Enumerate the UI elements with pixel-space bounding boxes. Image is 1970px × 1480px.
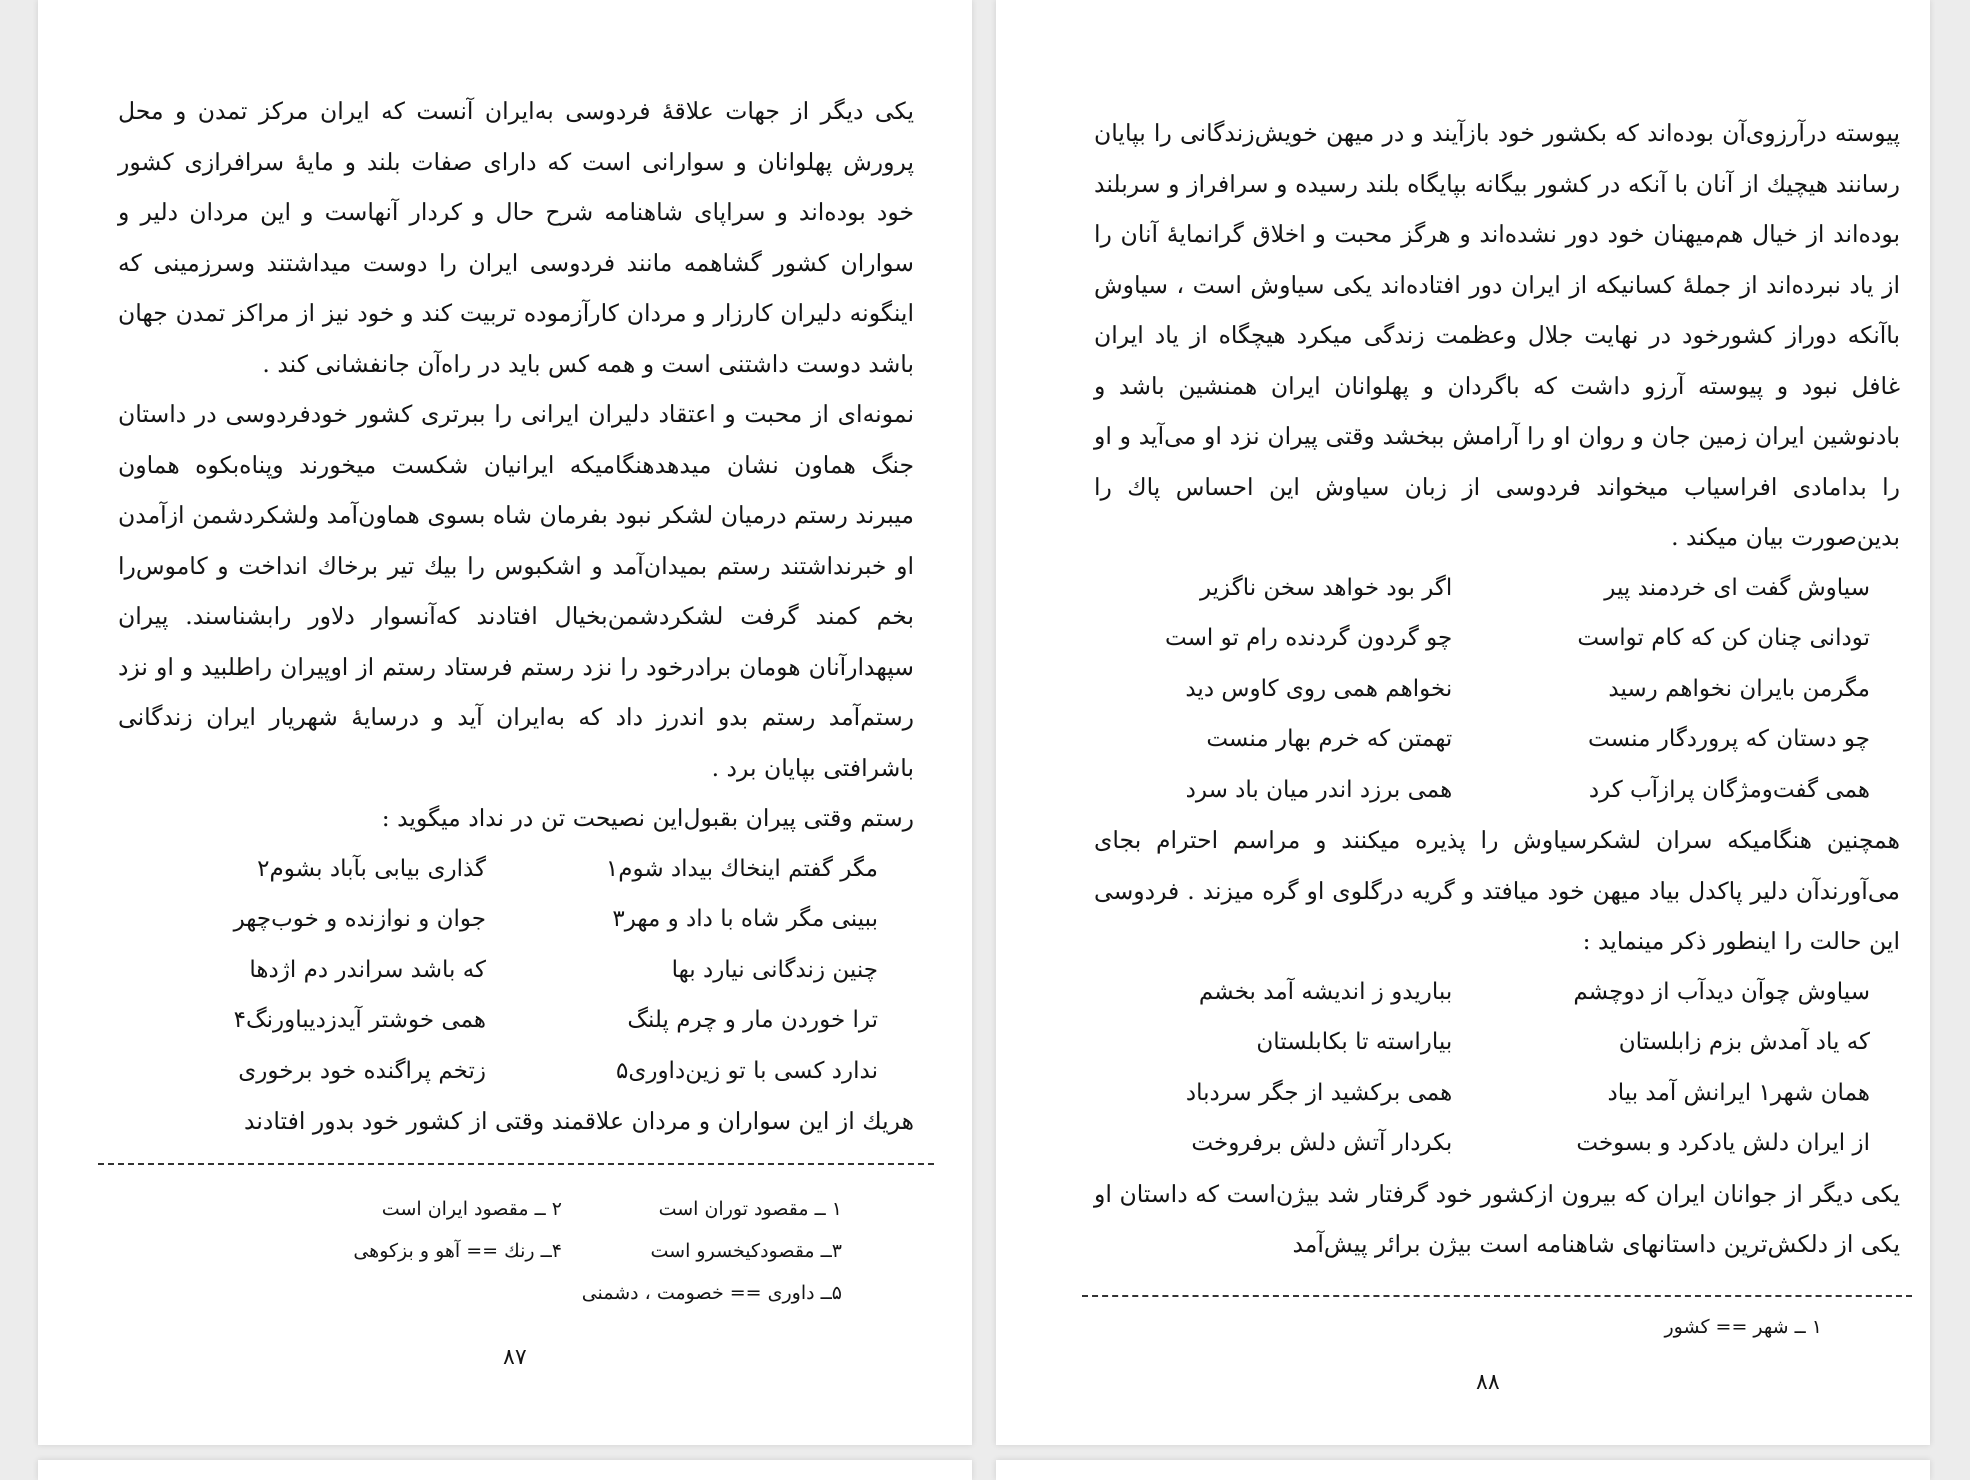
hemistich-second: نخواهم همی روی کاوس دید (1185, 675, 1453, 702)
footnote: ۳ــ مقصودکیخسرو است (650, 1240, 842, 1262)
verse (1124, 714, 1870, 765)
footnote-row (282, 1230, 842, 1272)
footnote: ۵ــ داوری == خصومت ، دشمنی (581, 1282, 842, 1304)
poem-verses (1094, 563, 1900, 816)
footnote: ۱ ــ شهر == کشور (1664, 1316, 1822, 1338)
hemistich-second: همی خوشتر آیدزدیباورنگ۴ (233, 1007, 486, 1033)
verse (1124, 563, 1870, 614)
hemistich-second: زتخم پراگنده خود برخوری (238, 1057, 486, 1084)
page-87-body (118, 86, 914, 1147)
poem-verses (1094, 967, 1900, 1169)
hemistich-first: مگر گفتم اینخاك بیداد شوم۱ (605, 855, 878, 882)
paragraph: پیوسته درآرزوی‌آن بوده‌اند که بکشور خود بازآیند و در میهن خویش‌زندگانی را بپایان رسانند هیچیك از آنان با آنکه در کشور بیگانه بپایگاه بلند رسیده و سرافراز و سربلند بوده‌اند از خیال هم‌میهنان خود دور نشده‌اند و هرگز محبت و اخلاق گرانمایهٔ آنان را از یاد نبرده‌اند از جملهٔ کسانیکه از ایران دور افتاده‌اند یکی سیاوش است ، سیاوش باآنکه دوراز کشورخود در نهایت جلال وعظمت زندگی میکرد هیچگاه از یاد ایران غافل نبود و پیوسته آرزو داشت که باگردان و پهلوانان ایران همنشین باشد و بادنوشین ایران زمین جان و روان او را آرامش ببخشد وقتی پیران نزد او می‌آید و او را بدامادی افراسیاب میخواند فردوسی از زبان سیاوش این احساس پاك را بدین‌صورت بیان میکند . (1094, 119, 1900, 551)
hemistich-first: ببینی مگر شاه با داد و مهر۳ (612, 906, 878, 932)
hemistich-second: بیاراسته تا بکابلستان (1256, 1029, 1453, 1055)
hemistich-second: جوان و نوازنده و خوب‌چهر (233, 906, 486, 932)
hemistich-second: بباریدو ز اندیشه آمد بخشم (1198, 978, 1453, 1005)
paragraph-closing: هریك از این سواران و مردان علاقمند وقتی از کشور خود بدور افتادند (244, 1107, 914, 1135)
paragraph: یکی دیگر از جهات علاقهٔ فردوسی به‌ایران آنست که ایران مرکز تمدن و محل پرورش پهلوانان و سوارانی است که دارای صفات بلند و مایهٔ سرافرازی کشور خود بوده‌اند و سراپای شاهنامه شرح حال و کردار آنهاست و این مردان دلیر و سواران کشور گشاهمه مانند فردوسی ایران را دوست میداشتند وسرزمینی که اینگونه دلیران کارزار و مردان کارآزموده تربیت کند و خود نیز از مراکز تمدن جهان باشد دوست داشتنی است و همه کس باید در راه‌آن جانفشانی کند . (118, 97, 914, 378)
poem-verses (118, 844, 914, 1097)
footnotes (282, 1188, 842, 1314)
paragraph: یکی دیگر از جوانان ایران که بیرون ازکشور خود گرفتار شد بیژن‌است که داستان او یکی از دلکش‌ترین داستانهای شاهنامه است بیژن برائر پیش‌آمد (1094, 1179, 1900, 1258)
verse (178, 995, 878, 1046)
hemistich-first: همان شهر۱ ایرانش آمد بیاد (1607, 1079, 1870, 1106)
footnotes (1522, 1306, 1822, 1348)
verse (1124, 967, 1870, 1018)
footnote-divider (98, 1163, 934, 1165)
paragraph: رستم وقتی پیران بقبول‌این نصیحت تن در نداد میگوید : (381, 804, 914, 832)
footnote: ۴ــ رنك == آهو و بزکوهی (353, 1240, 562, 1262)
hemistich-second: همی برزد اندر میان باد سرد (1185, 776, 1453, 803)
page-number: ۸۸ (1476, 1370, 1500, 1395)
footnote: ۱ ــ مقصود توران است (658, 1198, 842, 1220)
hemistich-second: بکردار آتش دلش برفروخت (1191, 1130, 1453, 1156)
hemistich-second: که باشد سراندر دم اژدها (249, 956, 486, 983)
page-88-body (1094, 108, 1900, 1270)
hemistich-second: گذاری بیابی بآباد بشوم۲ (257, 855, 486, 882)
page-88 (996, 0, 1930, 1445)
hemistich-first: ترا خوردن مار و چرم پلنگ (627, 1007, 878, 1033)
verse (1124, 613, 1870, 664)
verse (1124, 1118, 1870, 1169)
paragraph: نمونه‌ای از محبت و اعتقاد دلیران ایرانی را ببرتری کشور خودفردوسی در داستان جنگ هماون نشان میدهدهنگامیکه ایرانیان شکست میخورند وپناه‌بکوه هماون میبرند رستم درمیان لشکر نبود بفرمان شاه بسوی هماون‌آمد ولشکردشمن ازآمدن او خبرنداشتند رستم بمیدان‌آمد و اشکبوس را بیك تیر برخاك انداخت و کاموس‌را بخم کمند گرفت لشکردشمن‌بخیال افتادند که‌آنسوار دلاور رابشناسند. پیران سپهدارآنان هومان برادرخود را نزد رستم فرستاد رستم از اوپیران راطلبید و او نزد رستم‌آمد رستم بدو اندرز داد که به‌ایران آید و درسایهٔ شهریار ایران زندگانی باشرافتی بپایان برد . (118, 400, 914, 782)
verse (1124, 1017, 1870, 1068)
hemistich-first: که یاد آمدش بزم زابلستان (1618, 1029, 1870, 1055)
next-page-edge (996, 1460, 1930, 1480)
page-number: ۸۷ (503, 1345, 527, 1370)
hemistich-first: مگرمن بایران نخواهم رسید (1608, 675, 1870, 702)
footnote: ۲ ــ مقصود ایران است (381, 1198, 562, 1220)
verse (178, 1046, 878, 1097)
verse (1124, 664, 1870, 715)
hemistich-first: از ایران دلش یادکرد و بسوخت (1576, 1130, 1870, 1156)
hemistich-second: همی برکشید از جگر سردباد (1185, 1079, 1453, 1106)
hemistich-first: چنین زندگانی نیارد بها (671, 956, 878, 983)
hemistich-first: ندارد کسی با تو زین‌داوری۵ (615, 1057, 878, 1084)
verse (178, 945, 878, 996)
verse (178, 894, 878, 945)
hemistich-second: تهمتن که خرم بهار منست (1206, 726, 1453, 752)
hemistich-first: سیاوش چوآن دیدآب از دوچشم (1573, 978, 1870, 1005)
verse (178, 844, 878, 895)
verse (1124, 1068, 1870, 1119)
paragraph: همچنین هنگامیکه سران لشکرسیاوش را پذیره میکنند و مراسم احترام بجای می‌آورندآن دلیر پاکدل بیاد میهن خود میافتد و گریه درگلوی او گره میزند . فردوسی این حالت را اینطور ذکر مینماید : (1094, 826, 1900, 955)
next-page-edge (38, 1460, 972, 1480)
hemistich-first: همی گفت‌ومژگان پرازآب کرد (1588, 776, 1870, 803)
hemistich-second: چو گردون گردنده رام تو است (1165, 625, 1453, 651)
hemistich-first: چو دستان که پروردگار منست (1588, 726, 1870, 752)
hemistich-first: سیاوش گفت ای خردمند پیر (1604, 574, 1870, 601)
verse (1124, 765, 1870, 816)
hemistich-first: تودانی چنان کن که کام تواست (1577, 625, 1870, 651)
footnote-divider (1082, 1295, 1912, 1297)
page-87 (38, 0, 972, 1445)
footnote-row (282, 1188, 842, 1230)
hemistich-second: اگر بود خواهد سخن ناگزیر (1199, 574, 1453, 601)
footnote-row (282, 1272, 842, 1314)
